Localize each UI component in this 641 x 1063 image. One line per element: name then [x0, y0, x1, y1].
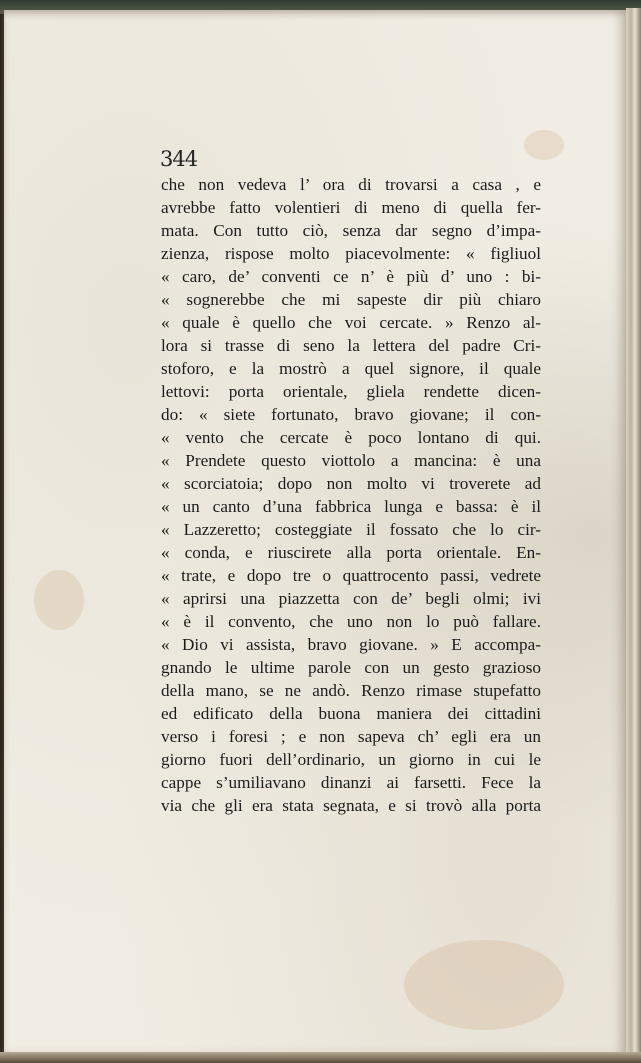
text-line: ed edificato della buona maniera dei cittadini	[161, 704, 541, 723]
text-line: « sognerebbe che mi sapeste dir più chiaro	[161, 290, 541, 309]
page-fore-edge	[626, 8, 641, 1058]
text-line: gnando le ultime parole con un gesto grazioso	[161, 658, 541, 677]
text-line: « quale è quello che voi cercate. » Renzo al-	[161, 313, 541, 332]
text-line: che non vedeva l’ ora di trovarsi a casa , e	[161, 175, 541, 194]
body-text	[161, 173, 541, 817]
paper-stain	[34, 570, 84, 630]
text-line: « è il convento, che uno non lo può fallare.	[161, 612, 541, 631]
text-line: « Dio vi assista, bravo giovane. » E accompa-	[161, 635, 541, 654]
text-line: « Prendete questo viottolo a mancina: è una	[161, 451, 541, 470]
paper-stain	[524, 130, 564, 160]
page-bottom-edge	[0, 1052, 641, 1063]
text-line: « Lazzeretto; costeggiate il fossato che lo cir-	[161, 520, 541, 539]
text-line: zienza, rispose molto piacevolmente: « figliuol	[161, 244, 541, 263]
text-line: « aprirsi una piazzetta con de’ begli olmi; ivi	[161, 589, 541, 608]
text-line: via che gli era stata segnata, e si trovò alla porta	[161, 796, 541, 815]
text-line: « vento che cercate è poco lontano di qui.	[161, 428, 541, 447]
text-line: giorno fuori dell’ordinario, un giorno in cui le	[161, 750, 541, 769]
text-line: « conda, e riuscirete alla porta orientale. En-	[161, 543, 541, 562]
text-line: « scorciatoia; dopo non molto vi troverete ad	[161, 474, 541, 493]
page-number: 344	[160, 147, 198, 171]
text-line: della mano, se ne andò. Renzo rimase stupefatto	[161, 681, 541, 700]
text-line: do: « siete fortunato, bravo giovane; il con-	[161, 405, 541, 424]
text-line: stoforo, e la mostrò a quel signore, il quale	[161, 359, 541, 378]
text-line: avrebbe fatto volentieri di meno di quella fer-	[161, 198, 541, 217]
text-line: lora si trasse di seno la lettera del padre Cri-	[161, 336, 541, 355]
text-line: cappe s’umiliavano dinanzi ai farsetti. Fece la	[161, 773, 541, 792]
text-line: verso i foresi ; e non sapeva ch’ egli era un	[161, 727, 541, 746]
text-line: « trate, e dopo tre o quattrocento passi, vedrete	[161, 566, 541, 585]
text-line: « un canto d’una fabbrica lunga e bassa: è il	[161, 497, 541, 516]
text-line: mata. Con tutto ciò, senza dar segno d’impa-	[161, 221, 541, 240]
paper-stain	[404, 940, 564, 1030]
text-line: « caro, de’ conventi ce n’ è più d’ uno : bi-	[161, 267, 541, 286]
text-line: lettovi: porta orientale, gliela rendette dicen-	[161, 382, 541, 401]
